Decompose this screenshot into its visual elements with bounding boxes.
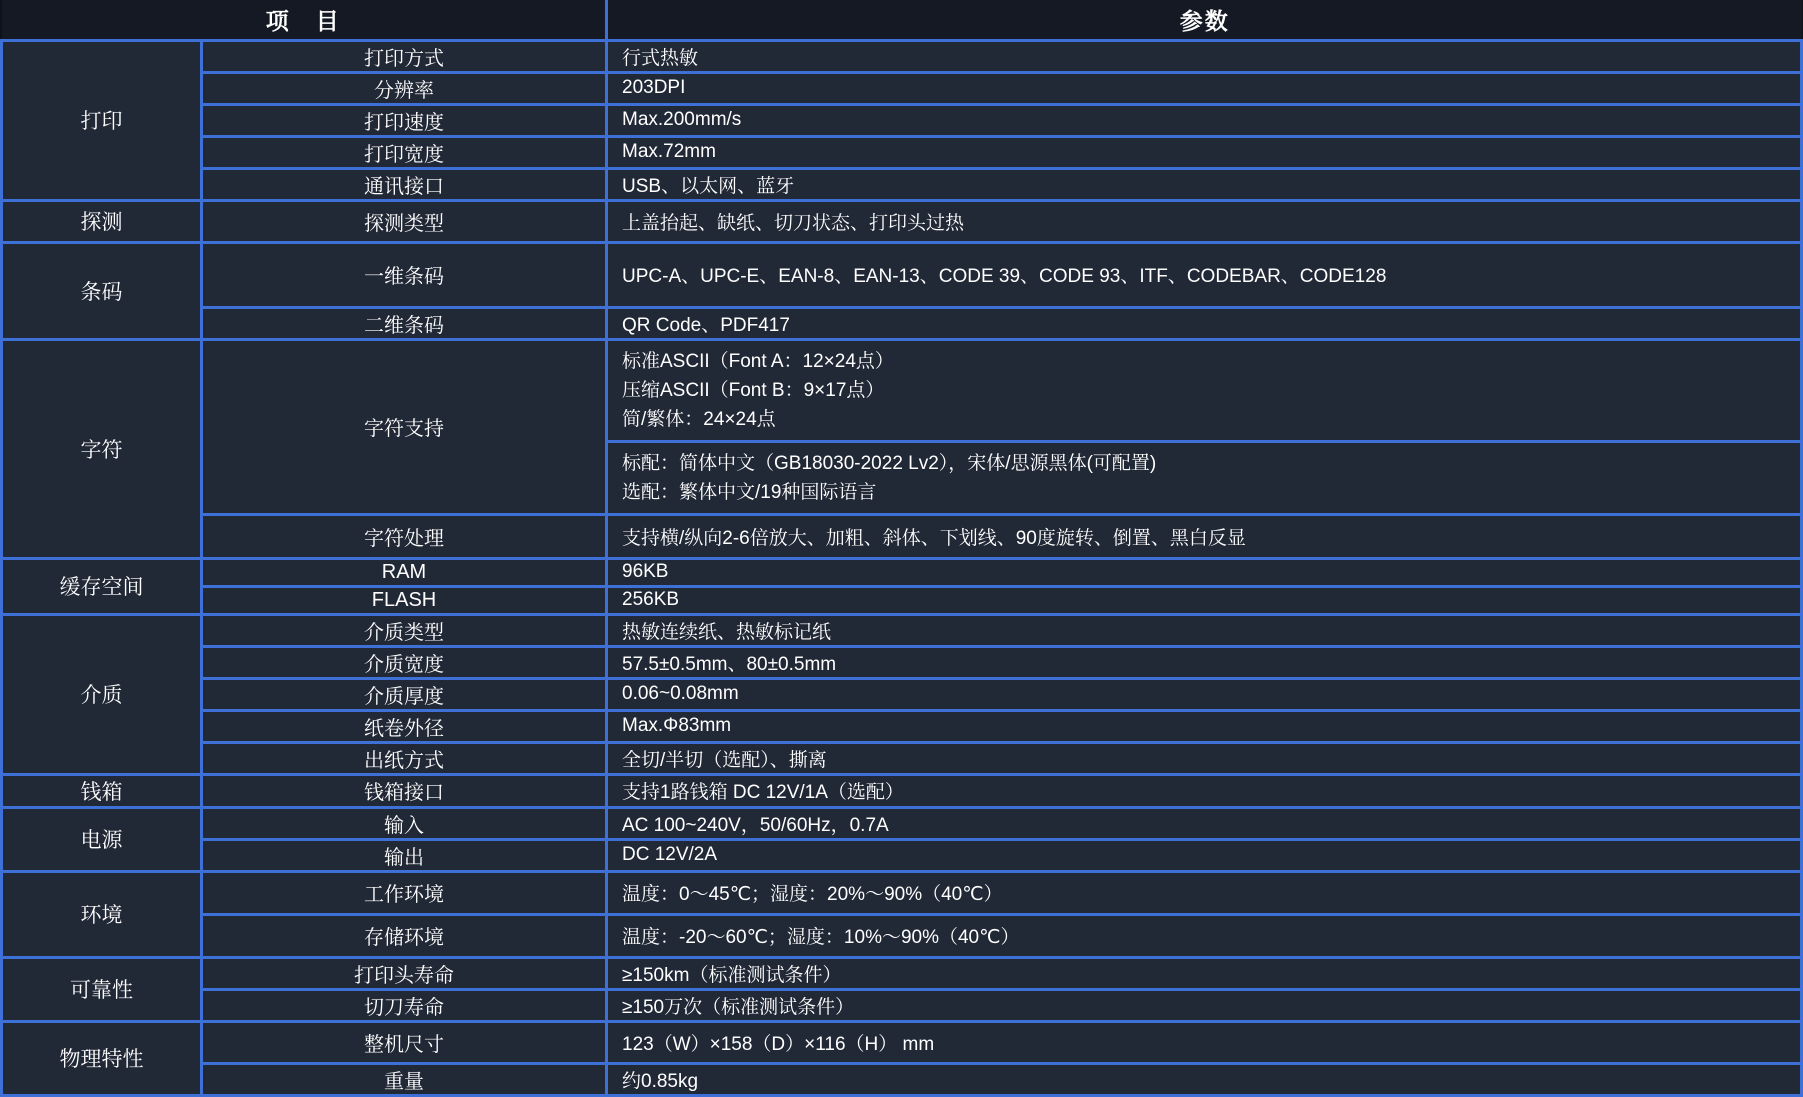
value-cell: Max.200mm/s [607,104,1802,136]
table-row [2,710,1802,742]
item-cell: 输入 [202,807,607,839]
value-line: 选配：繁体中文/19种国际语言 [622,481,877,503]
item-cell: 字符支持 [202,339,607,514]
value-cell: 温度：0～45℃；湿度：20%～90%（40℃） [607,871,1802,914]
value-cell: 全切/半切（选配）、撕离 [607,742,1802,774]
item-cell: 存储环境 [202,914,607,957]
item-cell: 整机尺寸 [202,1021,607,1063]
value-cell: 支持横/纵向2-6倍放大、加粗、斜体、下划线、90度旋转、倒置、黑白反显 [607,514,1802,558]
item-cell: 一维条码 [202,242,607,307]
table-row [2,307,1802,339]
table-row [2,200,1802,242]
category-environment: 环境 [2,871,202,957]
value-cell: QR Code、PDF417 [607,307,1802,339]
table-row [2,136,1802,168]
header-param-column: 参数 [607,0,1802,40]
category-media: 介质 [2,614,202,774]
item-cell: 通讯接口 [202,168,607,200]
table-row [2,646,1802,678]
value-cell: AC 100~240V，50/60Hz，0.7A [607,807,1802,839]
table-row [2,742,1802,774]
item-cell: 输出 [202,839,607,871]
category-power: 电源 [2,807,202,871]
table-row [2,242,1802,307]
table-row [2,104,1802,136]
item-cell: 打印宽度 [202,136,607,168]
item-cell: 分辨率 [202,72,607,104]
item-cell: 打印头寿命 [202,957,607,989]
category-reliability: 可靠性 [2,957,202,1021]
value-cell: 256KB [607,586,1802,614]
table-row [2,1021,1802,1063]
header-item-column: 项 目 [2,0,607,40]
category-cash-drawer: 钱箱 [2,774,202,807]
table-row [2,1063,1802,1095]
table-row [2,774,1802,807]
value-cell: 温度：-20～60℃；湿度：10%～90%（40℃） [607,914,1802,957]
value-cell: 行式热敏 [607,40,1802,72]
table-row [2,558,1802,586]
item-cell: 介质类型 [202,614,607,646]
value-cell: 0.06~0.08mm [607,678,1802,710]
item-cell: 出纸方式 [202,742,607,774]
value-cell: USB、以太网、蓝牙 [607,168,1802,200]
table-row [2,914,1802,957]
item-cell: FLASH [202,586,607,614]
item-cell: 介质厚度 [202,678,607,710]
table-row [2,678,1802,710]
category-barcode: 条码 [2,242,202,339]
category-character: 字符 [2,339,202,558]
category-detection: 探测 [2,200,202,242]
table-row [2,807,1802,839]
table-row [2,168,1802,200]
value-cell: 约0.85kg [607,1063,1802,1095]
category-physical: 物理特性 [2,1021,202,1095]
value-cell: 支持1路钱箱 DC 12V/1A（选配） [607,774,1802,807]
value-line: 标准ASCII（Font A：12×24点） [622,350,894,372]
item-cell: 打印方式 [202,40,607,72]
header-row [2,0,1802,40]
item-cell: 钱箱接口 [202,774,607,807]
value-cell [607,339,1802,441]
table-row [2,339,1802,441]
value-cell: 上盖抬起、缺纸、切刀状态、打印头过热 [607,200,1802,242]
item-cell: 介质宽度 [202,646,607,678]
item-cell: 探测类型 [202,200,607,242]
value-cell: ≥150km（标准测试条件） [607,957,1802,989]
item-cell: 打印速度 [202,104,607,136]
value-cell [607,441,1802,514]
value-line: 压缩ASCII（Font B：9×17点） [622,379,885,401]
item-cell: 纸卷外径 [202,710,607,742]
category-buffer: 缓存空间 [2,558,202,614]
category-print: 打印 [2,40,202,200]
table-row [2,514,1802,558]
table-row [2,957,1802,989]
table-row [2,614,1802,646]
item-cell: 重量 [202,1063,607,1095]
value-cell: DC 12V/2A [607,839,1802,871]
table-row [2,871,1802,914]
item-cell: 切刀寿命 [202,989,607,1021]
table-row [2,586,1802,614]
value-cell: 96KB [607,558,1802,586]
table-row [2,72,1802,104]
item-cell: 二维条码 [202,307,607,339]
value-cell: 热敏连续纸、热敏标记纸 [607,614,1802,646]
value-cell: ≥150万次（标准测试条件） [607,989,1802,1021]
item-cell: 工作环境 [202,871,607,914]
value-cell: 57.5±0.5mm、80±0.5mm [607,646,1802,678]
value-line: 简/繁体：24×24点 [622,408,776,430]
value-cell: 123（W）×158（D）×116（H） mm [607,1021,1802,1063]
value-line: 标配：简体中文（GB18030-2022 Lv2），宋体/思源黑体(可配置) [622,452,1157,474]
item-cell: 字符处理 [202,514,607,558]
value-cell: 203DPI [607,72,1802,104]
table-row [2,839,1802,871]
table-row [2,40,1802,72]
value-cell: Max.Φ83mm [607,710,1802,742]
value-cell: UPC-A、UPC-E、EAN-8、EAN-13、CODE 39、CODE 93、ITF、CODEBAR、CODE128 [607,242,1802,307]
table-row [2,989,1802,1021]
value-cell: Max.72mm [607,136,1802,168]
item-cell: RAM [202,558,607,586]
